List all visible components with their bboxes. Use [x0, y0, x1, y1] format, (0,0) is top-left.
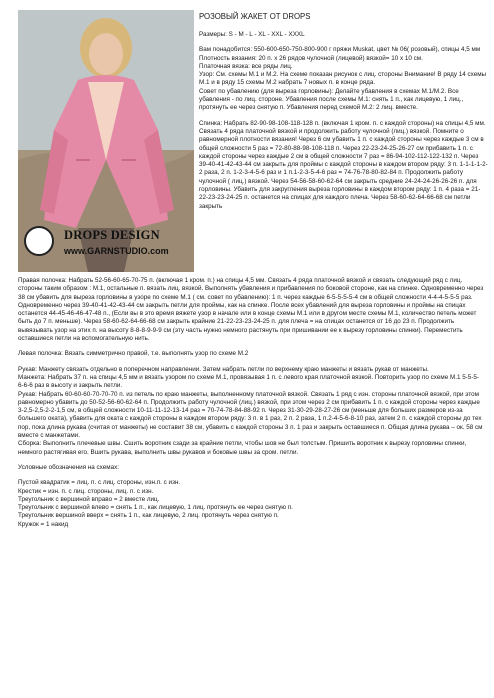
- logo-website-text: www.GARNSTUDIO.com: [64, 246, 169, 256]
- symbol-legend-list: [18, 479, 484, 529]
- gauge-text: Плотность вязания: 20 п. х 26 рядов чулочной (лицевой) вязкой= 10 х 10 см.: [199, 54, 423, 62]
- pattern-title: РОЗОВЫЙ ЖАКЕТ ОТ DROPS: [199, 12, 311, 21]
- neck-decrease-tip-text: Совет по убавлению (для выреза горловины): Делайте убавления в схемах М.1/М.2. Все убавления - по лиц. стороне. Убавления после схемы М.1: снять 1 п., как лицевую, 1 лиц., протянуть ее через снятую п. Убавления перед схемой М.2: 2 лиц. вместе.: [199, 87, 464, 112]
- sleeve-intro-text: Рукав: Манжету связать отдельно в поперечном направлении. Затем набрать петли по верхнему краю манжеты и вязать рукав от манжеты.: [18, 365, 429, 373]
- legend-item: Крестик = изн. п. с лиц. стороны, лиц. п. с изн.: [18, 487, 154, 495]
- sleeve-section-text: Рукав: Набрать 60-60-60-70-70-70 п. из петель по краю манжеты, выполненному платочной вязкой. Связать 1 ряд с изн. стороны платочной вязкой, при этом равномерно убавить до 50-52-56-60-62-64 п. Продолжить работу чулочной (лиц.) вязкой, при этом через 2 см прибавить 1 п. с каждой стороны через каждые 3-2,5-2,5-2-2-1,5 см, в общей сложности 10-11-11-12-13-14 раз = 70-74-78-84-88-92 п. Через 31-30-29-28-27-26 см (меньше для больших размеров из-за большего оката), убавить для оката с каждой стороны в каждом втором ряду: 3 п. в 1 раз, 2 п. 2 раза, 1 п.2-4-5-6-8-10 раз, затем 2 п. с каждой стороны до тех пор, пока длина рукава (считая от манжеты) не составит 38 см, убавить с каждой стороны 3 п. 1 раз и закрыть оставшиеся п. Общая длина рукава – ок. 58 см вместе с манжетами.: [18, 390, 483, 440]
- sizes-text: Размеры: S - M - L - XL - XXL - XXXL: [199, 31, 305, 38]
- logo-brand-text: DROPS DESIGN: [64, 228, 160, 242]
- cuff-section-text: Манжета: Набрать 37 п. на спицы 4,5 мм и вязать узором по схеме М.1, провязывая 1 п. с левого края платочной вязкой. Повторить узор по схеме М.1 5-5-5-6-6-6 раз в высоту и закрыть петли.: [18, 373, 480, 390]
- right-front-section-text: Правая полочка: Набрать 52-56-60-65-70-75 п. (включая 1 кром. п.) на спицы 4,5 мм. Связать 4 ряда платочной вязкой и связать следующий ряд с лиц. стороны таким образом : М.1, остальные п. вязать лиц. вязкой. Выполнять убавления и прибавления по боковой стороне, как на спинке. Одновременно через 38 см убавить для выреза горловины в узоре по схеме М.1 ( см. совет по убавлению): 1 п. через каждые 6-5-5-5-5-4 см в общей сложности 4-4-4-5-5-5 раз. Одновременно через 39-40-41-42-43-44 см закрыть петли для проймы, как на спинке. После всех убавлений для выреза горловины и проймы на спицах останется 44-45-46-46-47-48 п., (Если вы в это время вяжете узор в начале или в конце схемы М.1 или в другом месте схемы М.1, количество петель может быть до 7 п. меньше). Через 58-60-62-64-66-68 см закрыть крайние 21-22-23-23-24-25 п. для плеча = на спицах останется от 16 до 23 п. Продолжить вывязывать узор на этих п. на высоту 8-8-8-9-9-9 см (эту часть нужно немного растянуть при пришивании ее к вырезу горловины спинки). Переместить оставшиеся петли на вспомогательную нить.: [18, 277, 484, 343]
- garn-studio-emblem-icon: [24, 226, 54, 256]
- instructions-body: [18, 277, 484, 529]
- legend-item: Треугольник вершиной вверх = снять 1 п., как лицевую, 2 лиц. протянуть через снятую п.: [18, 512, 279, 520]
- materials-text: Вам понадобится: 550-600-650-750-800-900 г пряжи Muskat, цвет № 06( розовый), спицы 4,5 мм: [199, 46, 481, 54]
- legend-item: Треугольник с вершиной вправо = 2 вместе лиц.: [18, 495, 160, 503]
- back-section-text: Спинка: Набрать 82-90-98-108-118-128 п. (включая 1 кром. п. с каждой стороны) на спицы 4,5 мм. Связать 4 ряда платочной вязкой и продолжить работу чулочной (лиц.) вязкой. Помните о равномерной плотности вязания! Через 6 см убавить 1 п. с каждой стороны через каждые 3 см в общей сложности 5 раз = 72-80-88-98-108-118 п. Через 22-23-24-25-26-27 см прибавить 1 п. с каждой стороны через каждые 2 см в общей сложности 7 раз = 86-94-102-112-122-132 п. Через 39-40-41-42-43-44 см закрыть для проймы с каждой стороны в каждом втором ряду: 3 п. 1-1-1-1-2-2 раза, 2 п. 1-2-3-4-5-6 раз и 1 п.1-2-3-5-4-6 раз = 74-76-78-80-82-84 п. Продолжить работу чулочной ( лиц.) вязкой. Через 54-56-58-60-62-64 см закрыть средние 24-24-24-26-26-26 п. для горловины. Убавить для закругления выреза горловины в каждом втором ряду: 1 п. 4 раза = 21-22-23-23-24-25 п. останется на спицах для каждого плеча. Через 58-60-62-64-66-68 см петли закрыть: [199, 119, 488, 210]
- legend-item: Пустой квадратик = лиц. п. с лиц. стороны, изн.п. с изн.: [18, 479, 181, 487]
- pattern-note-text: Узор: См. схемы М.1 и М.2. На схеме показан рисунок с лиц. стороны Внимание! В ряду 14 схемы М.1 и в ряду 15 схемы М.2 набрать 7 новых п. в конце ряда.: [199, 71, 487, 87]
- intro-column: [199, 12, 489, 218]
- legend-title: Условные обозначения на схемах:: [18, 463, 119, 471]
- garter-stitch-text: Платочная вязка: все ряды лиц.: [199, 62, 293, 70]
- assembly-section-text: Сборка: Выполнить плечевые швы. Сшить воротник сзади за крайние петли, чтобы шов не был толстым. Пришить воротник к вырезу горловины спинки, немного растягивая его. Вшить рукава, выполнить швы рукавов и боковые швы за сром. петли.: [18, 440, 467, 456]
- legend-item: Треугольник с вершиной влево = снять 1 п., как лицевую, 1 лиц. протянуть ее через снятую п.: [18, 504, 293, 512]
- legend-item: Кружок = 1 накид: [18, 520, 69, 528]
- drops-design-logo: [22, 224, 188, 266]
- left-front-section-text: Левая полочка: Вязать симметрично правой, т.е. выполнять узор по схеме М.2: [18, 350, 249, 358]
